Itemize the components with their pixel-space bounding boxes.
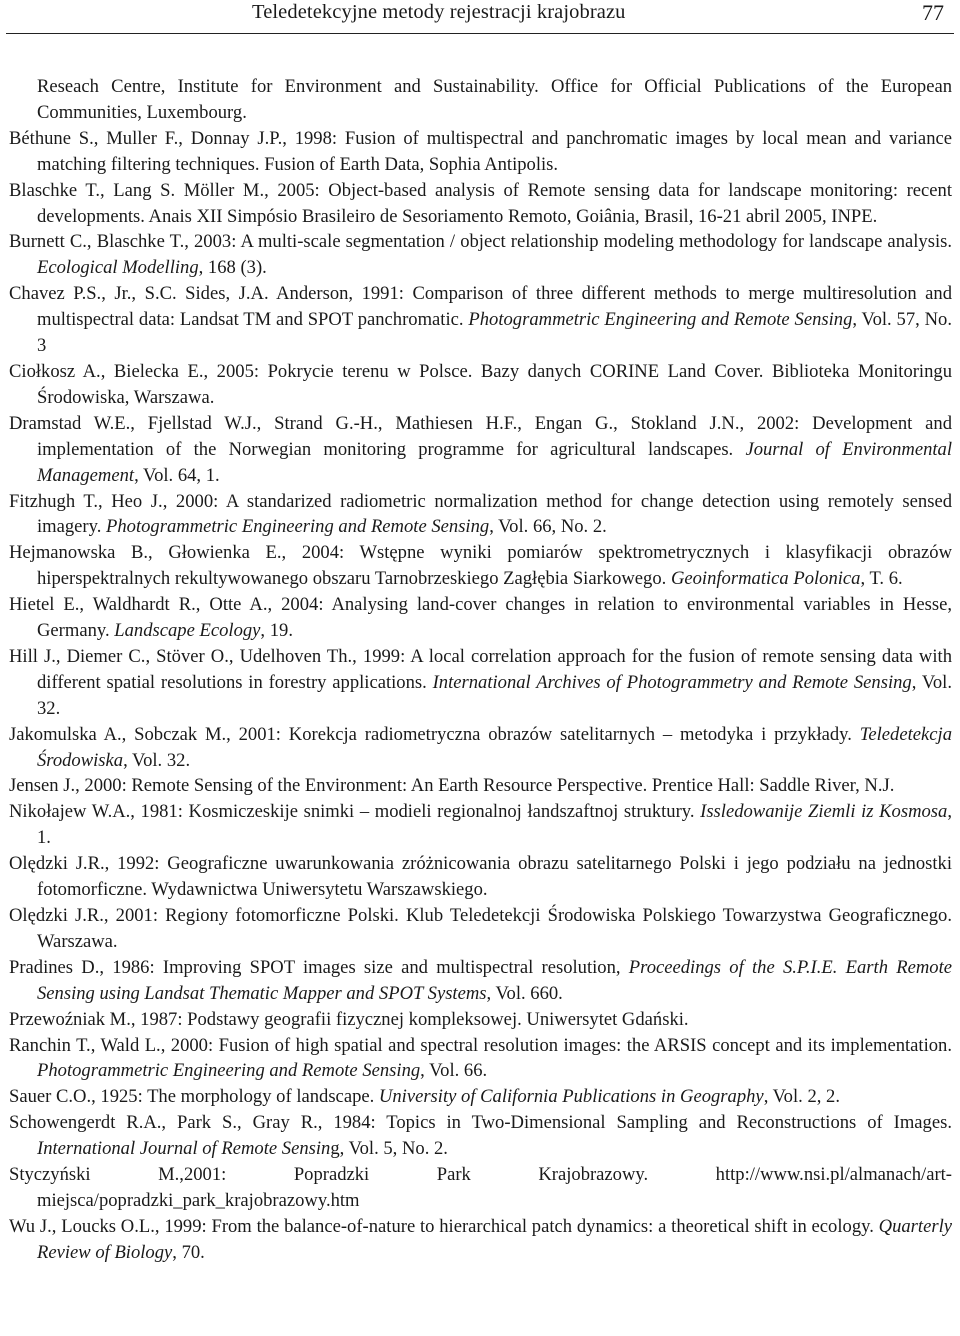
reference-text: , Vol. 66. — [420, 1060, 488, 1082]
reference-entry — [9, 773, 952, 799]
reference-text: , Vol. 32. — [37, 671, 952, 719]
reference-text: Przewoźniak M., 1987: Podstawy geografii fizycznej kompleksowej. Uniwersytet Gdański. — [9, 1008, 689, 1030]
reference-source-title: International Archives of Photogrammetry and Remote Sensing — [432, 671, 912, 693]
reference-text: , 168 (3). — [198, 257, 267, 279]
reference-entry — [9, 1033, 952, 1085]
reference-text: Blaschke T., Lang S. Möller M., 2005: Object-based analysis of Remote sensing data for landscape monitoring: recent developments. Anais XII Simpósio Brasileiro de Sesoriamento Remoto, Goiânia, Brasil, 16-21 abril 2005, INPE. — [9, 179, 952, 227]
reference-text: Hejmanowska B., Głowienka E., 2004: Wstępne wyniki pomiarów spektrometrycznych i klasyfikacji obrazów hiperspektralnych rekultywowanego obszaru Tarnobrzeskiego Zagłębia Siarkowego. — [9, 542, 952, 590]
reference-source-title: University of California Publications in Geography — [378, 1086, 764, 1108]
reference-text: Pradines D., 1986: Improving SPOT images size and multispectral resolution, — [9, 956, 629, 978]
reference-entry — [9, 411, 952, 489]
reference-entry — [9, 74, 952, 126]
reference-entry — [9, 281, 952, 359]
reference-text: , Vol. 64, 1. — [134, 464, 220, 486]
reference-entry — [9, 540, 952, 592]
reference-text: Hill J., Diemer C., Stöver O., Udelhoven Th., 1999: A local correlation approach for the fusion of remote sensing data with different spatial resolutions in forestry applications. — [9, 645, 952, 693]
reference-text: Jensen J., 2000: Remote Sensing of the Environment: An Earth Resource Perspective. Prentice Hall: Saddle River, N.J. — [9, 775, 895, 797]
reference-source-title: Photogrammetric Engineering and Remote Sensing — [106, 516, 490, 538]
reference-text: Dramstad W.E., Fjellstad W.J., Strand G.-H., Mathiesen H.F., Engan G., Stokland J.N., 2002: Development and implementation of the Norwegian monitoring programme for agricultural landscapes. — [9, 412, 952, 460]
reference-text: Reseach Centre, Institute for Environment and Sustainability. Office for Official Publications of the European Communities, Luxembourg. — [37, 76, 952, 123]
reference-source-title: Landscape Ecology — [114, 620, 261, 642]
reference-text: , Vol. 57, No. 3 — [37, 309, 952, 357]
reference-text: Burnett C., Blaschke T., 2003: A multi-scale segmentation / object relationship modeling methodology for landscape analysis. — [9, 231, 952, 253]
reference-list — [9, 74, 952, 1266]
reference-text: , Vol. 66, No. 2. — [489, 516, 607, 538]
reference-text: , T. 6. — [860, 568, 903, 590]
reference-entry — [9, 489, 952, 541]
reference-entry — [9, 799, 952, 851]
running-title: Teledetekcyjne metody rejestracji krajobrazu — [252, 1, 626, 23]
reference-entry — [9, 1162, 952, 1214]
reference-entry — [9, 359, 952, 411]
reference-entry — [9, 1007, 952, 1033]
reference-source-title: Photogrammetric Engineering and Remote Sensing — [468, 309, 853, 331]
reference-entry — [9, 955, 952, 1007]
reference-text: Olędzki J.R., 2001: Regiony fotomorficzne Polski. Klub Teledetekcji Środowiska Polskiego Towarzystwa Geograficznego. Warszawa. — [9, 905, 952, 952]
reference-text: Wu J., Loucks O.L., 1999: From the balance-of-nature to hierarchical patch dynamics: a theoretical shift in ecology. — [9, 1215, 879, 1237]
reference-text: , Vol. 660. — [486, 982, 563, 1004]
reference-source-title: Ecological Modelling — [37, 257, 199, 279]
reference-text: , 1. — [37, 801, 952, 849]
reference-source-title: Geoinformatica Polonica — [670, 568, 861, 590]
reference-entry — [9, 1110, 952, 1162]
reference-text: Sauer C.O., 1925: The morphology of landscape. — [9, 1086, 379, 1108]
reference-entry — [9, 126, 952, 178]
reference-entry — [9, 644, 952, 722]
reference-text: Nikołajew W.A., 1981: Kosmiczeskije snimki – modieli regionalnoj łandszaftnoj struktury. — [9, 801, 701, 823]
reference-text: Olędzki J.R., 1992: Geograficzne uwarunkowania zróżnicowania obrazu satelitarnego Polski i jego podziału na jednostki fotomorficzne. Wydawnictwa Uniwersytetu Warszawskiego. — [9, 853, 952, 901]
reference-text: , Vol. 32. — [123, 749, 191, 771]
reference-entry — [9, 851, 952, 903]
reference-text: Béthune S., Muller F., Donnay J.P., 1998: Fusion of multispectral and panchromatic images by local mean and variance matching filtering techniques. Fusion of Earth Data, Sophia Antipolis. — [9, 127, 952, 175]
reference-text: Ranchin T., Wald L., 2000: Fusion of high spatial and spectral resolution images: the ARSIS concept and its implementation. — [9, 1034, 952, 1056]
reference-entry — [9, 903, 952, 955]
reference-text: , Vol. 2, 2. — [763, 1086, 840, 1108]
reference-text: Chavez P.S., Jr., S.C. Sides, J.A. Anderson, 1991: Comparison of three different methods to merge multiresolution and multispectral data: Landsat TM and SPOT panchromatic. — [9, 283, 952, 331]
reference-text: Styczyński M.,2001: Popradzki Park Krajobrazowy. http://www.nsi.pl/almanach/art-miejsca/popradzki_park_krajobrazowy.htm — [9, 1164, 952, 1211]
reference-source-title: Proceedings of the S.P.I.E. Earth Remote Sensing using Landsat Thematic Mapper and SPOT Systems — [37, 956, 953, 1004]
reference-entry — [9, 178, 952, 230]
reference-text: Hietel E., Waldhardt R., Otte A., 2004: Analysing land-cover changes in relation to environmental variables in Hesse, Germany. — [9, 594, 952, 642]
reference-text: Fitzhugh T., Heo J., 2000: A standarized radiometric normalization method for change detection using remotely sensed imagery. — [9, 490, 952, 538]
reference-entry — [9, 722, 952, 774]
reference-entry — [9, 1084, 952, 1110]
reference-entry — [9, 1214, 952, 1266]
reference-text: Schowengerdt R.A., Park S., Gray R., 1984: Topics in Two-Dimensional Sampling and Reconstructions of Images. — [9, 1112, 952, 1134]
reference-source-title: Teledetekcja Środowiska — [37, 723, 952, 771]
reference-source-title: Quarterly Review of Biology — [37, 1215, 952, 1263]
reference-source-title: Issledowanije Ziemli iz Kosmosa — [700, 801, 948, 823]
reference-text: Jakomulska A., Sobczak M., 2001: Korekcja radiometryczna obrazów satelitarnych – metodyka i przykłady. — [9, 723, 860, 745]
reference-source-title: International Journal of Remote Sensin — [37, 1138, 331, 1160]
reference-entry — [9, 592, 952, 644]
reference-entry — [9, 229, 952, 281]
reference-text: , 19. — [260, 620, 293, 642]
reference-text: g, Vol. 5, No. 2. — [330, 1138, 448, 1160]
page-header — [6, 0, 954, 34]
reference-text: Ciołkosz A., Bielecka E., 2005: Pokrycie terenu w Polsce. Bazy danych CORINE Land Cover. Biblioteka Monitoringu Środowiska, Warszawa. — [9, 360, 952, 408]
page-number: 77 — [922, 0, 944, 25]
reference-source-title: Journal of Environmental Management — [37, 438, 953, 486]
reference-source-title: Photogrammetric Engineering and Remote Sensing — [37, 1060, 421, 1082]
reference-text: , 70. — [172, 1241, 205, 1263]
